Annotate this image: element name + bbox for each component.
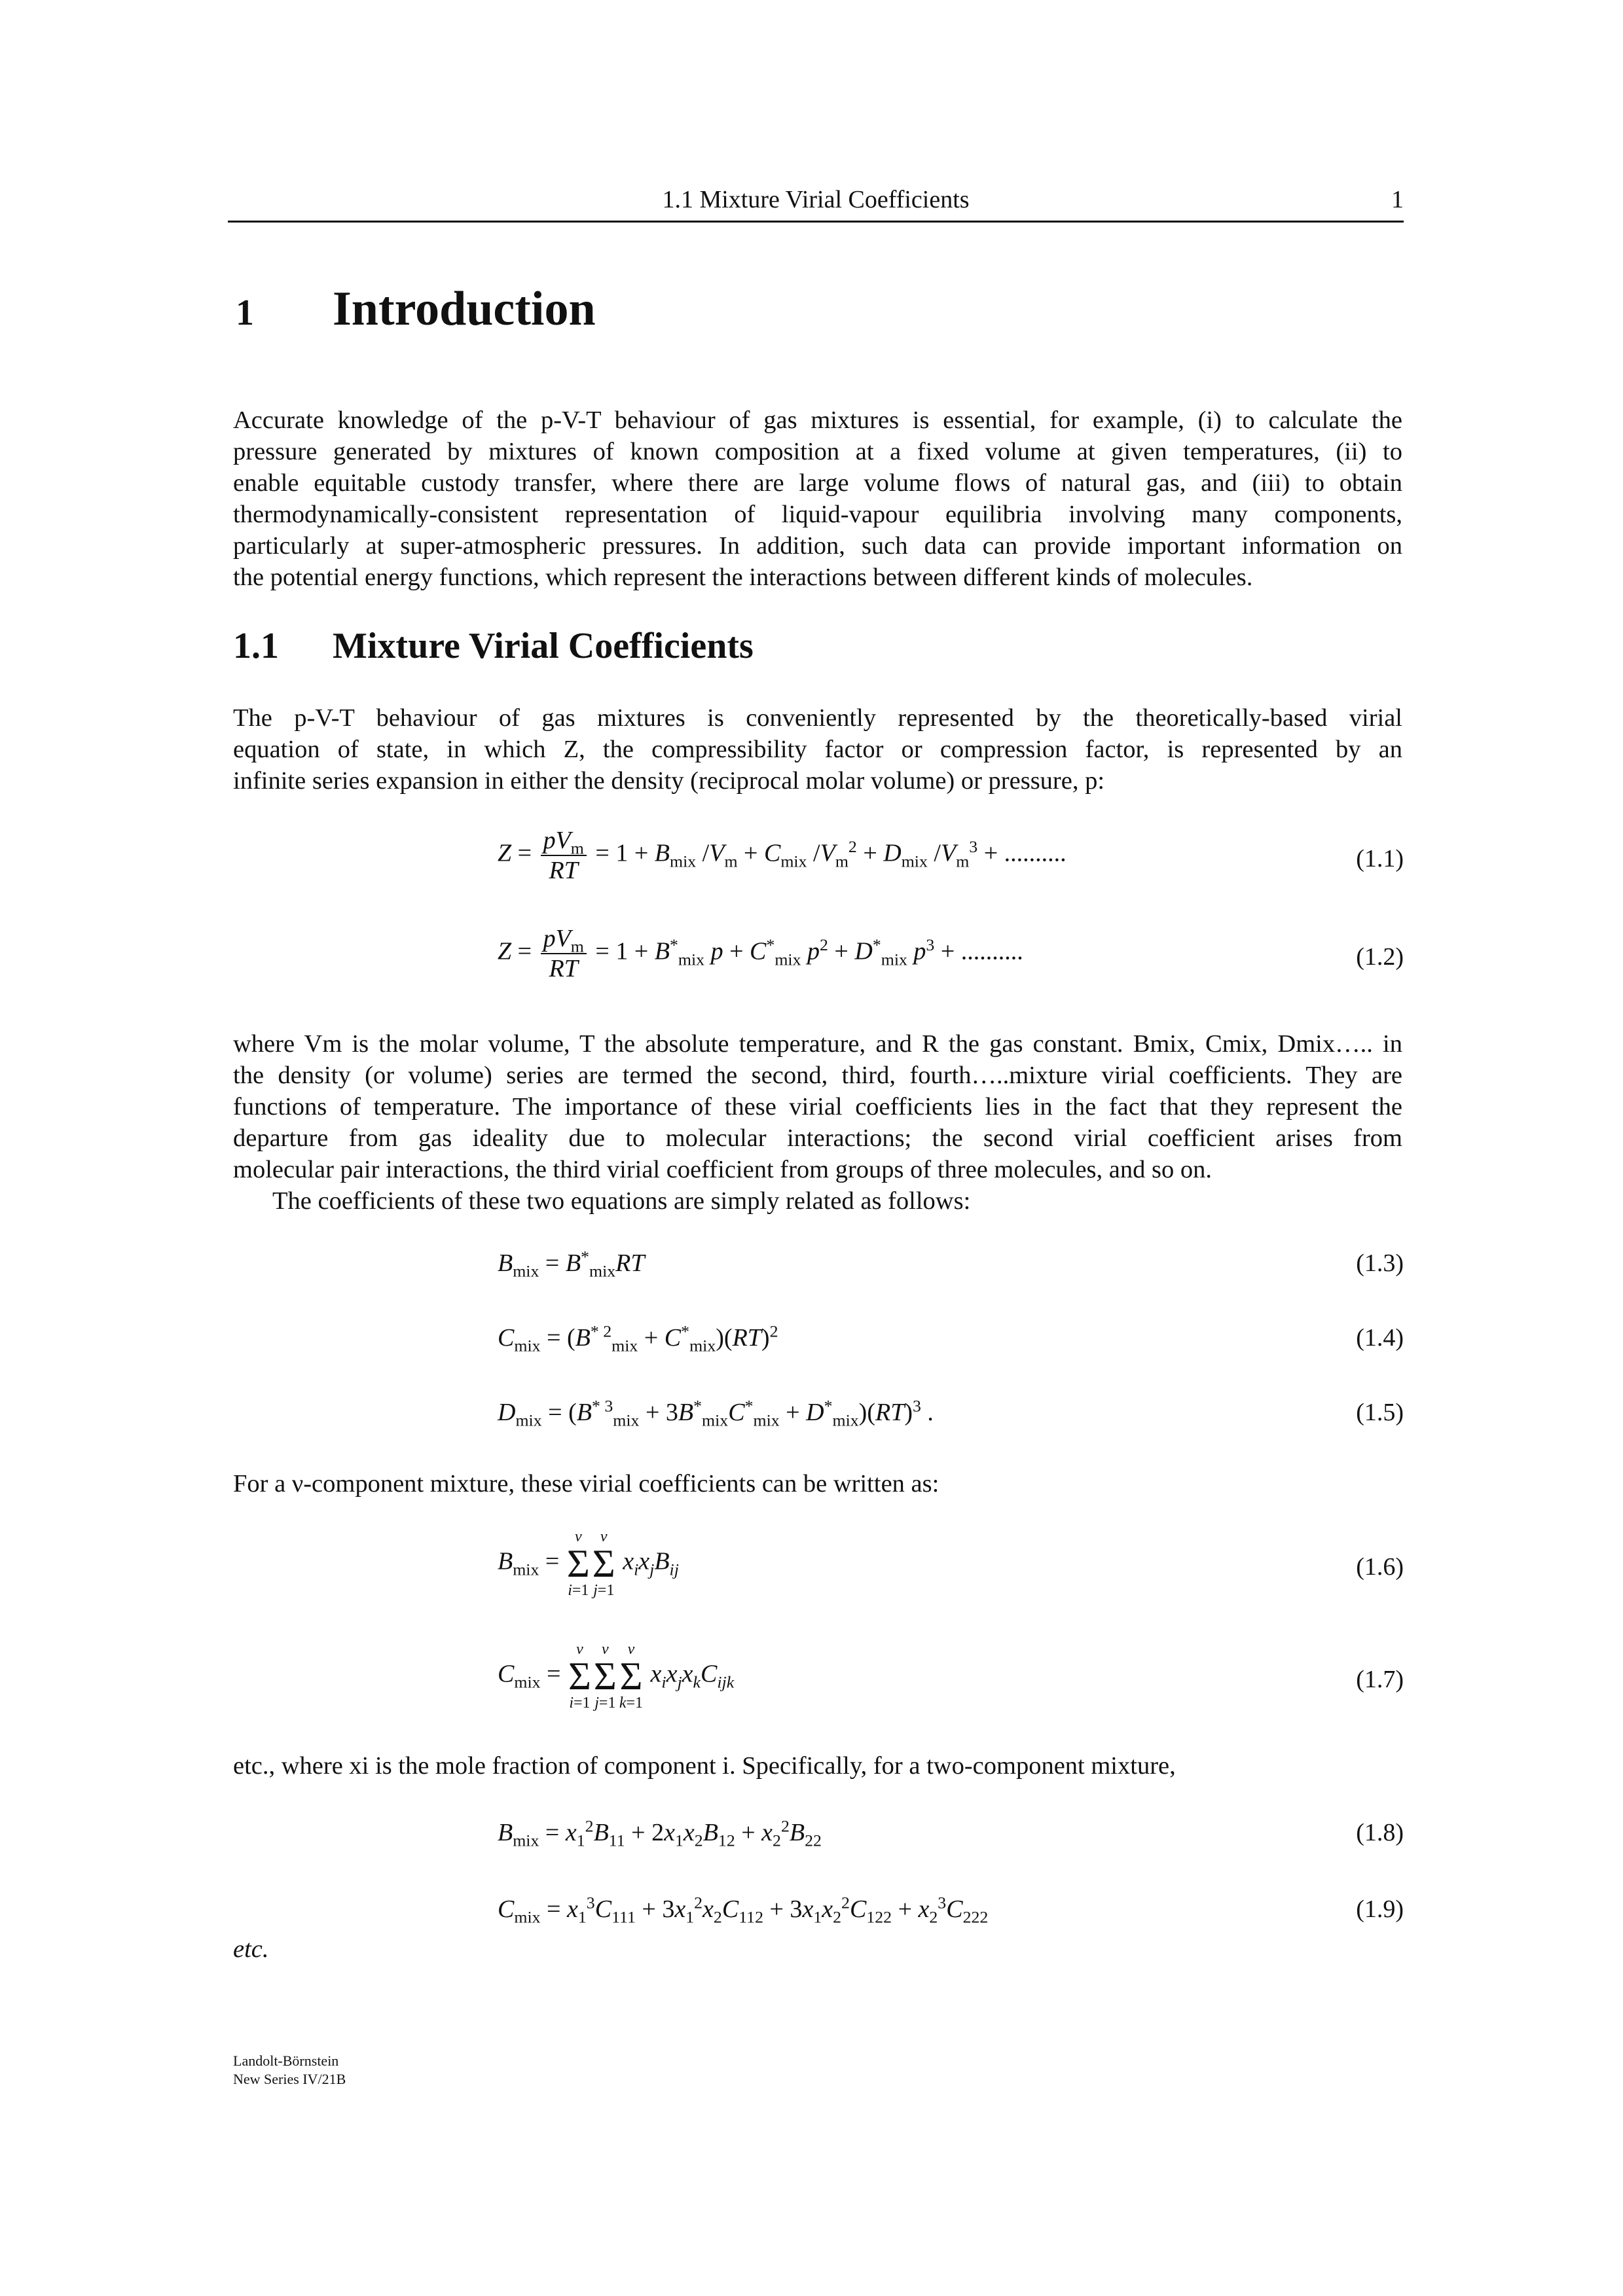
paragraph-line: etc., where xi is the mole fraction of component i. Specifically, for a two-component mixture,	[233, 1752, 1176, 1780]
paragraph-line: infinite series expansion in either the density (reciprocal molar volume) or pressure, p:	[233, 767, 1105, 795]
etc-end	[233, 1933, 1402, 1965]
equation-expression: $B_{mix} = B^*_{mix}RT$	[498, 1247, 645, 1281]
footer-line: New Series IV/21B	[233, 2071, 346, 2087]
paragraph-line: particularly at super-atmospheric pressures. In addition, such data can provide important information on	[233, 532, 1402, 560]
equation-number: (1.1)	[1356, 845, 1404, 872]
paragraph-line: Accurate knowledge of the p-V-T behaviour of gas mixtures is essential, for example, (i) to calculate the	[233, 406, 1402, 434]
equation-1-5	[498, 1398, 1404, 1463]
equation-1-6	[498, 1529, 1404, 1614]
equation-expression: $B_{mix} = x_1^2B_{11} + 2x_1x_2B_{12} + x_2^2B_{22}$	[498, 1816, 822, 1850]
paragraph-line: functions of temperature. The importance of these virial coefficients lies in the fact that they represent the	[233, 1093, 1402, 1121]
equation-number: (1.6)	[1356, 1553, 1404, 1581]
chapter-heading	[236, 281, 596, 337]
chapter-title: Introduction	[333, 282, 596, 336]
equation-expression: $B_{mix}$ = ν Σ i=1 ν Σ j=1 $x_ix_jB_{ij}$	[498, 1528, 679, 1599]
paragraph-line: thermodynamically-consistent representation of liquid-vapour equilibria involving many components,	[233, 501, 1402, 528]
page-number: 1	[1391, 186, 1404, 213]
equation-expression: Z = $\frac{pV_m}{RT}$ = $1 + B_{mix}$ $/V_m + C_{mix}$ $/V_m^2 + D_{mix}$ $/V_m^3$ + ..........	[498, 827, 1067, 884]
equation-1-7	[498, 1641, 1404, 1727]
intro-paragraph	[233, 404, 1402, 593]
equation-number: (1.7)	[1356, 1666, 1404, 1693]
equation-1-1	[498, 826, 1404, 891]
paragraph-line: molecular pair interactions, the third virial coefficient from groups of three molecules, and so on.	[233, 1156, 1212, 1183]
equation-number: (1.9)	[1356, 1895, 1404, 1923]
where-paragraph	[233, 1028, 1402, 1217]
paragraph-line: etc.	[233, 1935, 269, 1963]
etc-paragraph	[233, 1750, 1402, 1782]
paragraph-line: the density (or volume) series are termed the second, third, fourth…..mixture virial coefficients. They are	[233, 1062, 1402, 1089]
equation-number: (1.4)	[1356, 1324, 1404, 1352]
equation-1-8	[498, 1818, 1404, 1884]
equation-number: (1.5)	[1356, 1399, 1404, 1426]
section-heading	[233, 625, 754, 667]
section-paragraph	[233, 702, 1402, 797]
equation-number: (1.2)	[1356, 943, 1404, 971]
running-header	[228, 185, 1404, 222]
paragraph-line: enable equitable custody transfer, where there are large volume flows of natural gas, and (iii) to obtain	[233, 469, 1402, 497]
paragraph-line: departure from gas ideality due to molecular interactions; the second virial coefficient arises from	[233, 1124, 1402, 1152]
equation-expression: $D_{mix} = (B^{* 3}_{mix} + 3B^*_{mix}C^*_{mix} + D^*_{mix})(RT)^3$ .	[498, 1396, 934, 1430]
section-number: 1.1	[233, 626, 279, 666]
paragraph-line: equation of state, in which Z, the compressibility factor or compression factor, is represented by an	[233, 736, 1402, 763]
equation-expression: Z = $\frac{pV_m}{RT}$ = $1 + B^*_{mix}$ $p + C^*_{mix}$ $p^2 + D^*_{mix}$ $p^3$ + ..........	[498, 925, 1023, 982]
equation-expression: $C_{mix} = (B^{* 2}_{mix} + C^*_{mix})(RT)^2$	[498, 1321, 778, 1355]
footer	[233, 2052, 346, 2089]
equation-1-4	[498, 1323, 1404, 1389]
paragraph-line: pressure generated by mixtures of known composition at a fixed volume at given temperatures, (ii) to	[233, 438, 1402, 465]
equation-number: (1.3)	[1356, 1249, 1404, 1277]
header-rule	[228, 221, 1404, 223]
component-paragraph	[233, 1468, 1402, 1499]
equation-expression: $C_{mix} = x_1^3C_{111} + 3x_1^2x_2C_{112} + 3x_1x_2^2C_{122} + x_2^3C_{222}$	[498, 1893, 989, 1927]
footer-line: Landolt-Börnstein	[233, 2053, 339, 2069]
paragraph-line: For a ν-component mixture, these virial coefficients can be written as:	[233, 1470, 939, 1498]
equation-1-3	[498, 1249, 1404, 1314]
equation-number: (1.8)	[1356, 1819, 1404, 1846]
paragraph-line: The p-V-T behaviour of gas mixtures is conveniently represented by the theoretically-based virial	[233, 704, 1402, 732]
chapter-number: 1	[236, 293, 254, 333]
running-title: 1.1 Mixture Virial Coefficients	[662, 186, 970, 213]
equation-expression: $C_{mix}$ = ν Σ i=1 ν Σ j=1 ν Σ k=1 $x_ix_jx_kC_{ijk}$	[498, 1641, 735, 1712]
section-title: Mixture Virial Coefficients	[333, 626, 754, 666]
paragraph-line: the potential energy functions, which represent the interactions between different kinds of molecules.	[233, 564, 1253, 591]
paragraph-line: The coefficients of these two equations are simply related as follows:	[272, 1187, 971, 1215]
paragraph-line: where Vm is the molar volume, T the absolute temperature, and R the gas constant. Bmix, Cmix, Dmix….. in	[233, 1030, 1402, 1058]
equation-1-2	[498, 924, 1404, 990]
